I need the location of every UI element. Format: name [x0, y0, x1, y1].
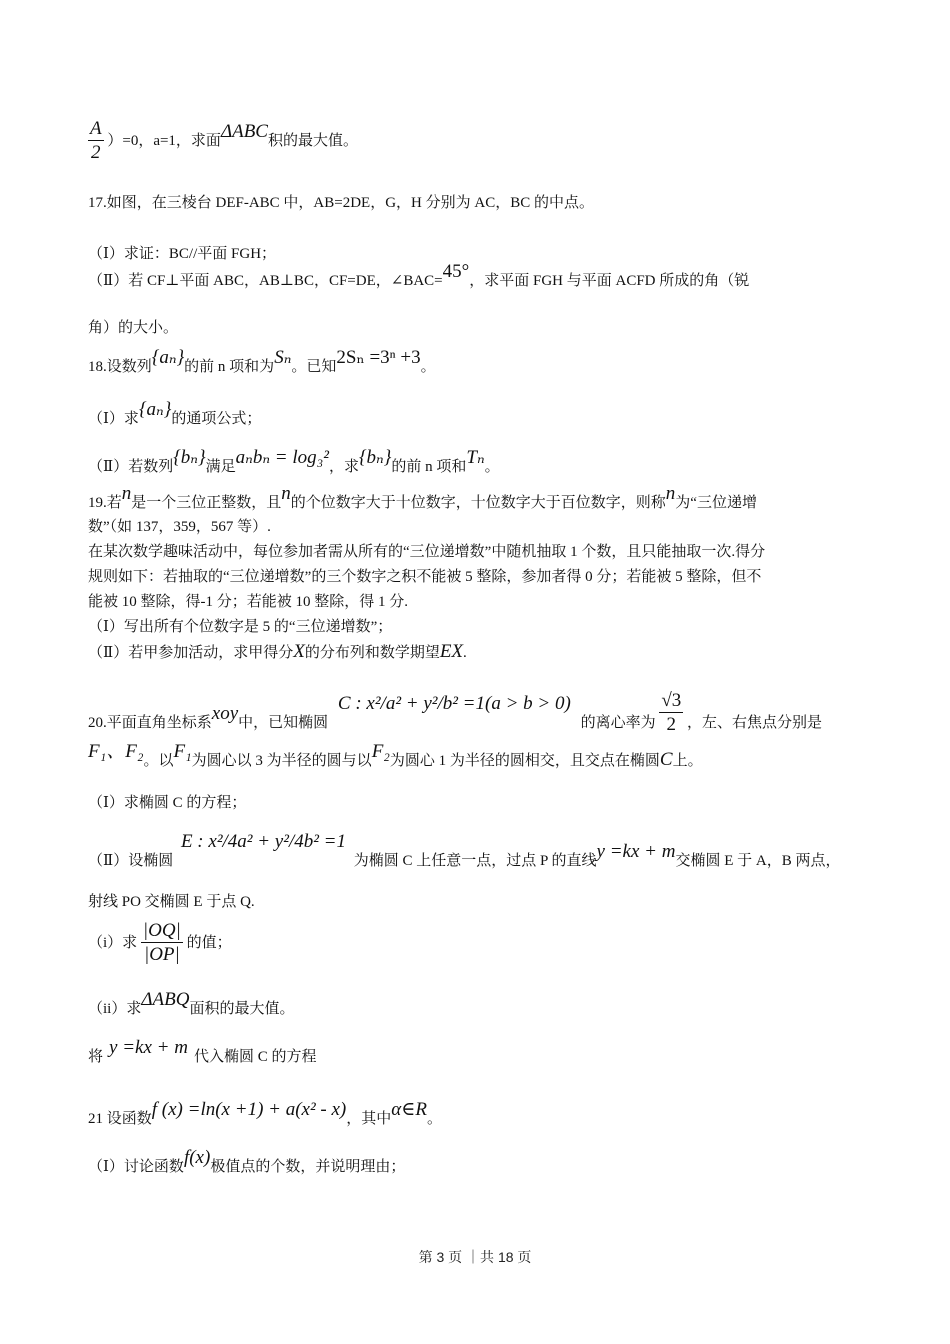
q19-part2: （Ⅱ）若甲参加活动，求甲得分X的分布列和数学期望EX.: [88, 641, 467, 662]
ellipse-e-equation: E : x²/4a² + y²/4b² =1: [180, 831, 346, 852]
q20-part1: （Ⅰ）求椭圆 C 的方程；: [88, 795, 247, 811]
q17-part2-cont: 角）的大小。: [88, 320, 179, 336]
q18-part1: （Ⅰ）求{aₙ}的通项公式；: [88, 399, 262, 427]
q20-part2-cont: 射线 PO 交椭圆 E 于点 Q.: [88, 894, 255, 910]
q19-line5: 能被 10 整除，得-1 分；若能被 10 整除，得 1 分.: [88, 594, 408, 610]
q19-line3: 在某次数学趣味活动中，每位参加者需从所有的“三位递增数”中随机抽取 1 个数，且只能抽取一次.得分: [88, 544, 766, 560]
q20-part2: （Ⅱ）设椭圆 E : x²/4a² + y²/4b² =1 为椭圆 C 上任意一点，过点 P 的直线y =kx + m交椭圆 E 于 A，B 两点，: [88, 831, 841, 869]
ellipse-c-equation: C : x²/a² + y²/b² =1(a > b > 0): [337, 692, 571, 714]
q20-sub2: （ii）求ΔABQ面积的最大值。: [88, 989, 295, 1017]
page-footer: 第 3 页 ｜共 18 页: [418, 1249, 532, 1265]
q20-stem: 20.平面直角坐标系xoy中，已知椭圆 C : x²/a² + y²/b² =1(a > b > 0) 的离心率为 $\frac{√3}{2}$ ，左、右焦点分别是: [88, 690, 823, 735]
q20-sub1: （i）求 $\frac{|OQ|}{|OP|}$ 的值；: [88, 920, 232, 965]
q21-part1: （Ⅰ）讨论函数f(x)极值点的个数，并说明理由；: [88, 1147, 406, 1175]
q20-note: 将 y =kx + m 代入椭圆 C 的方程: [88, 1037, 317, 1065]
q17-part1: （Ⅰ）求证：BC//平面 FGH；: [88, 246, 277, 262]
q20-line2: F₁、F₂。以F₁为圆心以 3 为半径的圆与以F₂为圆心 1 为半径的圆相交，且交点在椭圆C上。: [88, 741, 703, 770]
q17-part2: （Ⅱ）若 CF⊥平面 ABC，AB⊥BC，CF=DE，∠BAC=45°，求平面 FGH 与平面 ACFD 所成的角（锐: [88, 261, 750, 289]
q19-part1: （Ⅰ）写出所有个位数字是 5 的“三位递增数”；: [88, 619, 393, 635]
q17-stem: 17.如图，在三棱台 DEF-ABC 中，AB=2DE，G，H 分别为 AC，BC 的中点。: [88, 195, 594, 211]
q16-tail: $\frac{A}{2}$ ）=0，a=1，求面ΔABC积的最大值。: [90, 118, 358, 163]
q18-part2: （Ⅱ）若数列{bₙ}满足aₙbₙ = log₃²，求{bₙ}的前 n 项和Tₙ。: [88, 447, 500, 475]
q21-stem: 21 设函数f (x) =ln(x +1) + a(x² - x)，其中α∈R。: [88, 1099, 442, 1127]
q19-line1: 19.若n是一个三位正整数，且n的个位数字大于十位数字，十位数字大于百位数字，则称n为“三位递增: [88, 483, 757, 511]
q19-line4: 规则如下：若抽取的“三位递增数”的三个数字之积不能被 5 整除，参加者得 0 分；若能被 5 整除，但不: [88, 569, 762, 585]
fraction-a-over-2: $\frac{A}{2}$: [90, 118, 102, 163]
ratio-oq-op: $\frac{|OQ|}{|OP|}$: [142, 920, 181, 965]
triangle-abc-math: ΔABC: [220, 120, 268, 142]
q19-line2: 数”（如 137，359，567 等）.: [88, 519, 271, 535]
angle-45: 45°: [442, 261, 470, 282]
eccentricity-fraction: $\frac{√3}{2}$: [661, 690, 682, 735]
q18-stem: 18.设数列{aₙ}的前 n 项和为Sₙ。已知2Sₙ =3ⁿ +3。: [88, 347, 436, 375]
